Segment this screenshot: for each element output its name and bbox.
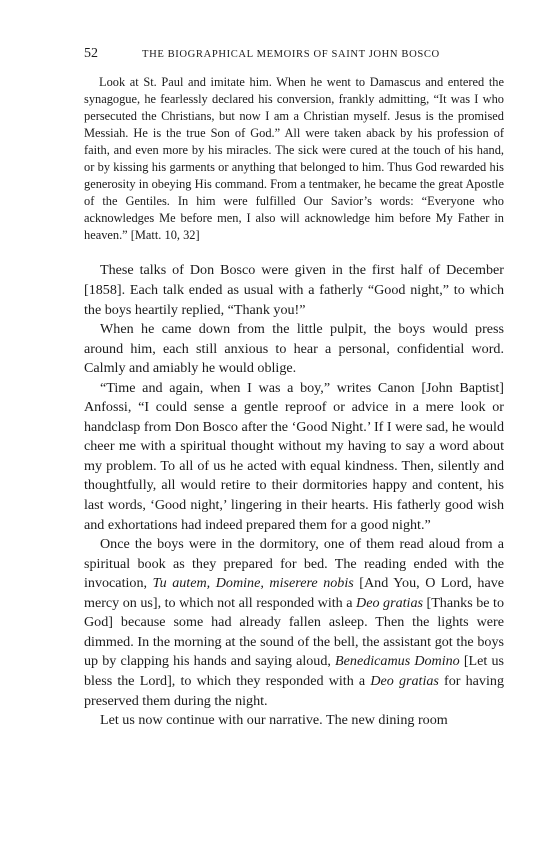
page-header: [84, 46, 504, 70]
paragraph-4-text-1: Once the boys were in the dormitory, one of them read aloud from a spiritual book as they prepared for bed. The reading ended with the invocation,: [84, 536, 504, 592]
quote-paragraph: Look at St. Paul and imitate him. When he went to Damascus and entered the synagogue, he fearlessly declared his conversion, frankly admitting, “It was I who persecuted the Christians, but now I am a Christian myself. Jesus is the promised Messiah. He is the true Son of God.” All were taken aback by his profession of faith, and even more by his miracles. The sick were cured at the touch of his hand, or by kissing his garments or anything that belonged to him. Thus God rewarded his generosity in obeying His command. From a tentmaker, he became the great Apostle of the Gentiles. In him were fulfilled Our Savior’s words: “Everyone who acknowledges Me before men, I also will acknowledge him before My Father in heaven.” [Matt. 10, 32]: [84, 75, 504, 243]
book-page: [84, 46, 504, 731]
paragraph-3: “Time and again, when I was a boy,” writes Canon [John Baptist] Anfossi, “I could sense a gentle reproof or advice in a mere look or handclasp from Don Bosco after the ‘Good Night.’ If I were sad, he would cheer me with a spiritual thought without my having to say a word about my problem. To all of us he acted with equal kindness. Then, silently and thoughtfully, all would retire to their dormitories happy and content, his last words, ‘Good night,’ lingering in their hearts. His fatherly good wish and exhortations had indeed prepared them for a good night.”: [84, 379, 504, 533]
running-head: THE BIOGRAPHICAL MEMOIRS OF SAINT JOHN BOSCO: [142, 49, 440, 60]
page-number: 52: [84, 46, 98, 61]
paragraph-4-text-3: [Thanks be to God] because some had already fallen asleep. Then the lights were dimmed. In the morning at the sound of the bell, the assistant got the boys up by clapping his hands and saying aloud,: [84, 594, 505, 670]
paragraph-4-text-4: [Let us bless the Lord], to which they responded with a: [84, 653, 504, 689]
body-text: [84, 261, 504, 730]
paragraph-2: When he came down from the little pulpit, the boys would press around him, each still anxious to hear a personal, confidential word. Calmly and amiably he would oblige.: [84, 321, 504, 377]
paragraph-4-text-5: for having preserved them during the night.: [84, 672, 504, 709]
latin-phrase-deo-gratias-2: Deo gratias: [370, 672, 439, 689]
paragraph-5: Let us now continue with our narrative. The new dining room: [100, 712, 448, 729]
paragraph-1: These talks of Don Bosco were given in the first half of December [1858]. Each talk ended as usual with a fatherly “Good night,” to which the boys heartily replied, “Thank you!”: [84, 262, 504, 318]
paragraph-4-text-2: [And You, O Lord, have mercy on us], to which not all responded with a: [84, 575, 504, 611]
paragraph-4: [84, 535, 504, 711]
latin-phrase-deo-gratias-1: Deo gratias: [356, 594, 423, 611]
latin-phrase-tu-autem: Tu autem, Domine, miserere nobis: [152, 575, 354, 592]
latin-phrase-benedicamus-domino: Benedicamus Domino: [335, 653, 460, 670]
block-quote: [84, 74, 504, 244]
